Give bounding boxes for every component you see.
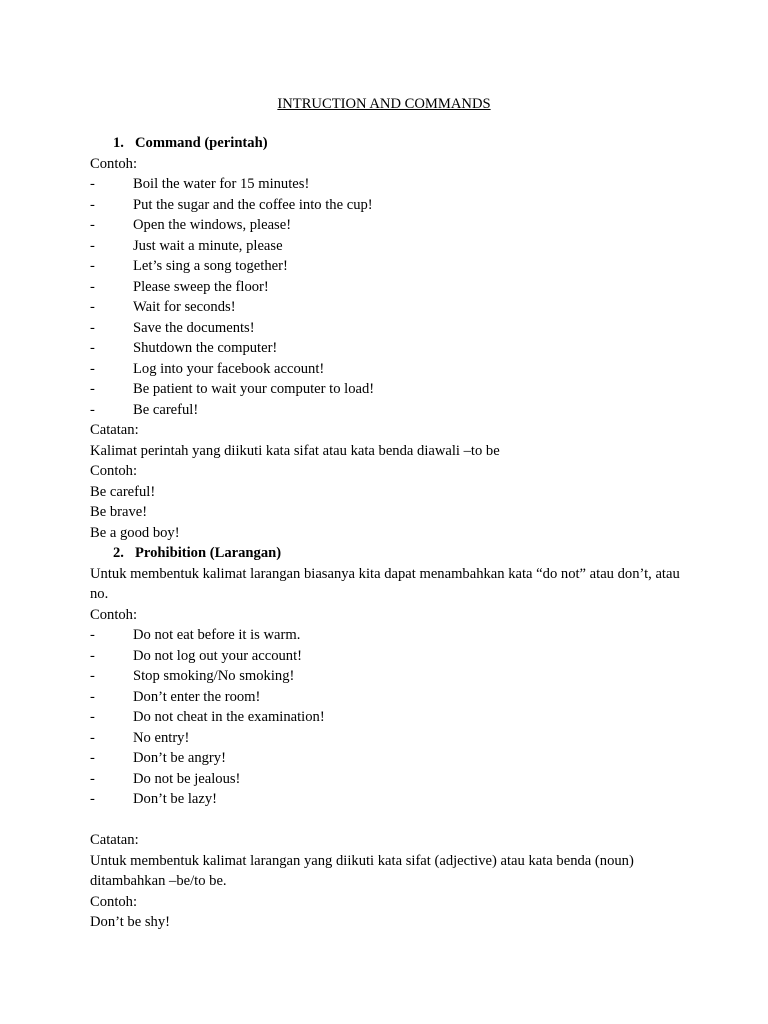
- bullet-dash: -: [90, 668, 95, 684]
- list-item: [90, 646, 680, 667]
- intro-paragraph: Untuk membentuk kalimat larangan biasanya kita dapat menambahkan kata “do not” atau don’t, atau no.: [90, 565, 680, 602]
- bullet-dash: -: [90, 217, 95, 233]
- bullet-dash: -: [90, 237, 95, 254]
- command-list: [90, 174, 680, 420]
- bullet-dash: -: [90, 709, 95, 725]
- list-item: [90, 625, 680, 646]
- bullet-dash: -: [90, 791, 95, 807]
- section-number: 1.: [113, 135, 124, 151]
- bullet-dash: -: [90, 360, 95, 377]
- prohibition-list: [90, 625, 680, 810]
- list-item-text: Put the sugar and the coffee into the cup!: [133, 196, 373, 213]
- list-item-text: Please sweep the floor!: [133, 278, 269, 295]
- list-item-text: Do not log out your account!: [133, 647, 303, 664]
- list-item-text: No entry!: [133, 729, 190, 746]
- bullet-dash: -: [90, 647, 95, 664]
- list-item: [90, 318, 680, 339]
- bullet-dash: -: [90, 750, 95, 766]
- bullet-dash: -: [90, 729, 95, 746]
- section-number: 2.: [113, 545, 124, 561]
- note-text: Kalimat perintah yang diikuti kata sifat atau kata benda diawali –to be: [90, 442, 500, 459]
- example-sentence: Be a good boy!: [90, 524, 180, 541]
- bullet-dash: -: [90, 770, 95, 787]
- list-item: [90, 400, 680, 421]
- bullet-dash: -: [90, 278, 95, 295]
- bullet-dash: -: [90, 176, 95, 192]
- list-item: [90, 728, 680, 749]
- list-item-text: Log into your facebook account!: [133, 360, 325, 377]
- section-heading-prohibition: [90, 543, 680, 564]
- list-item-text: Do not be jealous!: [133, 770, 241, 787]
- list-item-text: Save the documents!: [133, 319, 255, 336]
- list-item-text: Be careful!: [133, 401, 199, 418]
- bullet-dash: -: [90, 258, 95, 274]
- list-item: [90, 256, 680, 277]
- list-item: [90, 215, 680, 236]
- list-item-text: Just wait a minute, please: [133, 237, 283, 254]
- list-item: [90, 338, 680, 359]
- example-sentence: Be brave!: [90, 504, 148, 520]
- list-item: [90, 195, 680, 216]
- list-item: [90, 666, 680, 687]
- list-item-text: Stop smoking/No smoking!: [133, 668, 295, 684]
- list-item-text: Open the windows, please!: [133, 217, 292, 233]
- bullet-dash: -: [90, 340, 95, 356]
- section-heading-text: Prohibition (Larangan): [135, 545, 282, 561]
- list-item-text: Be patient to wait your computer to load!: [133, 381, 375, 397]
- list-item: [90, 277, 680, 298]
- example-label: Contoh:: [90, 463, 138, 479]
- list-item-text: Boil the water for 15 minutes!: [133, 176, 310, 192]
- example-label: Contoh:: [90, 893, 138, 910]
- example-sentence: Be careful!: [90, 483, 156, 500]
- list-item: [90, 707, 680, 728]
- list-item: [90, 379, 680, 400]
- list-item-text: Don’t be lazy!: [133, 791, 218, 807]
- document-body: [90, 133, 680, 933]
- document-title: INTRUCTION AND COMMANDS: [277, 96, 491, 112]
- bullet-dash: -: [90, 196, 95, 213]
- bullet-dash: -: [90, 299, 95, 315]
- list-item: [90, 236, 680, 257]
- example-label: Contoh:: [90, 155, 138, 172]
- list-item: [90, 174, 680, 195]
- list-item: [90, 297, 680, 318]
- list-item-text: Shutdown the computer!: [133, 340, 278, 356]
- note-label: Catatan:: [90, 832, 139, 848]
- list-item: [90, 769, 680, 790]
- list-item-text: Don’t be angry!: [133, 750, 226, 766]
- blank-line: [90, 810, 680, 831]
- list-item-text: Let’s sing a song together!: [133, 258, 288, 274]
- bullet-dash: -: [90, 381, 95, 397]
- list-item: [90, 748, 680, 769]
- list-item-text: Don’t enter the room!: [133, 688, 261, 705]
- note-text: Untuk membentuk kalimat larangan yang diikuti kata sifat (adjective) atau kata benda (noun) ditambahkan –be/to be.: [90, 852, 634, 889]
- example-sentence: Don’t be shy!: [90, 914, 170, 930]
- list-item-text: Wait for seconds!: [133, 299, 236, 315]
- list-item: [90, 687, 680, 708]
- bullet-dash: -: [90, 627, 95, 643]
- section-heading-text: Command (perintah): [135, 135, 268, 151]
- list-item-text: Do not eat before it is warm.: [133, 627, 301, 643]
- note-label: Catatan:: [90, 422, 139, 438]
- bullet-dash: -: [90, 401, 95, 418]
- example-label: Contoh:: [90, 606, 138, 623]
- list-item-text: Do not cheat in the examination!: [133, 709, 325, 725]
- list-item: [90, 359, 680, 380]
- section-heading-command: [90, 133, 680, 154]
- list-item: [90, 789, 680, 810]
- bullet-dash: -: [90, 319, 95, 336]
- bullet-dash: -: [90, 688, 95, 705]
